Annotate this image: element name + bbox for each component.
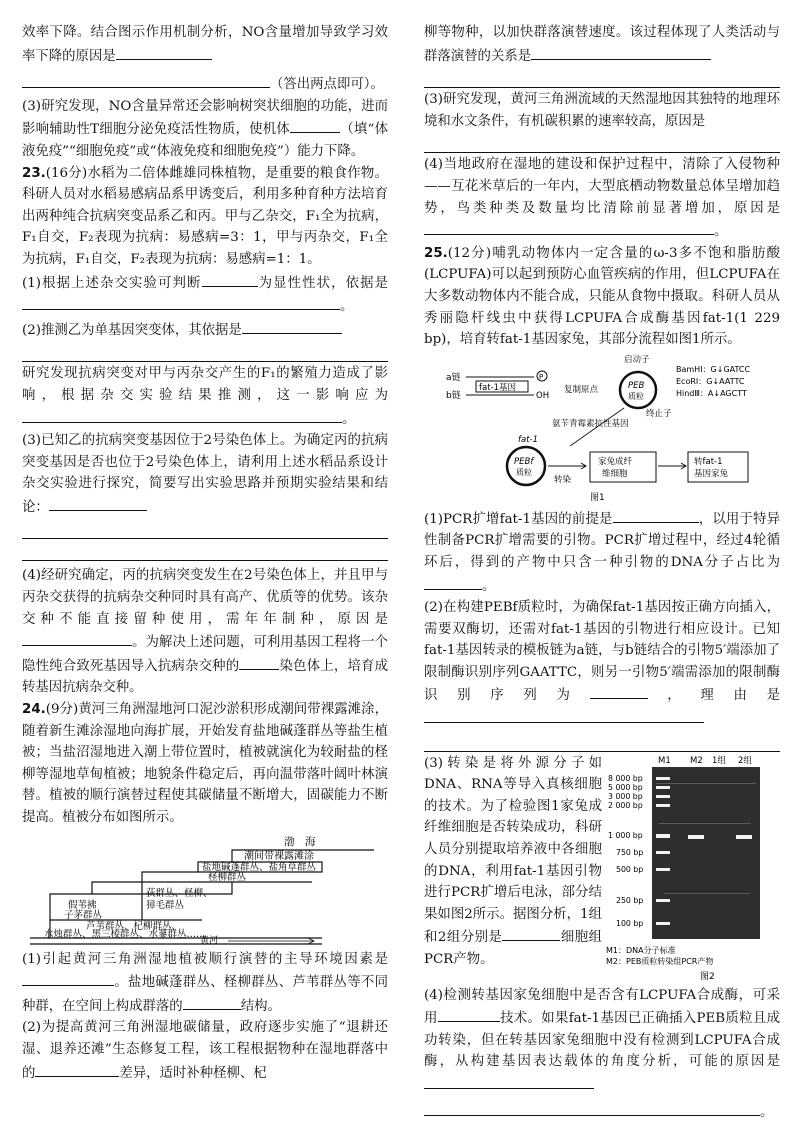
answer-blank[interactable]	[424, 219, 714, 235]
answer-blank[interactable]	[35, 1061, 119, 1077]
transgenic-rabbit-label: 基因家兔	[694, 468, 729, 479]
q23-part4: (4)经研究确定，丙的抗病突变发生在2号染色体上，并且甲与丙杂交获得的抗病杂交种同时具有高产、优质等的优势。该杂交种不能直接留种使用，需年年制种，原因是。为解决上述问题，可利用基因工程将一个隐性纯合致死基因导入抗病杂交种的 染色体上，培育成转基因抗病杂交种。	[22, 568, 389, 696]
left-column	[22, 22, 388, 1084]
answer-line[interactable]	[424, 731, 780, 752]
q24-part4: (4)当地政府在湿地的建设和保护过程中，清除了入侵物种——互花米草后的一年内，大型底栖动物数量总体呈增加趋势，鸟类种类及数量均比清除前显著增加，原因是。	[424, 157, 780, 240]
q22-hint: （答出两点即可）。	[270, 77, 384, 93]
arrow-icon	[658, 463, 686, 469]
answer-blank[interactable]	[202, 271, 258, 287]
q25-part3-with-figure2	[424, 753, 780, 985]
answer-blank[interactable]	[22, 970, 114, 986]
gel-band	[656, 851, 670, 854]
q24-continued: 柳等物种，以加快群落演替速度。该过程体现了人类活动与群落演替的关系是	[424, 25, 780, 64]
q25-part1: (1)PCR扩增fat-1基因的前提是 ，以用于特异性制备PCR扩增需要的引物。PCR扩增过程中，经过4轮循环后，得到的产物中只含一种引物的DNA分子占比为。	[424, 507, 780, 597]
ori-label: 复制原点	[564, 384, 599, 395]
marker-label: 8 000 bp	[608, 773, 643, 783]
answer-line[interactable]	[424, 1097, 760, 1116]
answer-blank[interactable]	[242, 318, 342, 334]
ecori-site: EcoRⅠ：G↓AATTC	[676, 376, 745, 386]
reed-label: 芦苇群丛、杞柳群丛、	[86, 920, 182, 932]
answer-blank[interactable]	[531, 44, 711, 60]
gel-band	[656, 795, 670, 798]
answer-blank[interactable]	[502, 925, 560, 941]
right-column	[424, 22, 780, 1123]
bidens-label: 獐毛群丛	[146, 899, 185, 911]
marker-label: 500 bp	[616, 864, 644, 874]
gel-band	[656, 899, 670, 902]
gel-band	[656, 786, 670, 789]
q25-intro: 25.(12分)哺乳动物体内一定含量的ω-3多不饱和脂肪酸(LCPUFA)可以起到预防心血管疾病的作用，但LCPUFA在大多数动物体内不能合成，只能从食物中摄取。科研人员从秀丽隐杆线虫中获得LCPUFA合成酶基因fat-1(1 229 bp)，培育转fat-1基因家兔，其部分流程如图1所示。	[424, 245, 780, 348]
pebf-plasmid-label: PEBf	[514, 456, 534, 467]
fat1-gene-box-label: fat-1基因	[479, 382, 517, 393]
pebf-plasmid-label: 质粒	[516, 467, 532, 477]
reed-label: 水烛群丛、黑三棱群丛、水蓼群丛……	[44, 928, 206, 940]
answer-blank[interactable]	[424, 1073, 594, 1089]
amp-resistance-label: 氨苄青霉素抗性基因	[552, 418, 629, 429]
marker-label: 250 bp	[616, 895, 644, 905]
q24-part3: (3)研究发现，黄河三角洲流域的天然湿地因其独特的地理环境和水文条件，有机碳积累的速率较高，原因是	[424, 92, 780, 129]
q23-part3: (3)已知乙的抗病突变基因位于2号染色体上。为确定丙的抗病突变基因是否也位于2号染色体上，请利用上述水稻品系设计杂交实验进行探究，简要写出实验思路并预期实验结果和结论：	[22, 433, 388, 515]
fat1-insert-label: fat-1	[518, 434, 539, 445]
q24-intro: 24.(9分)黄河三角洲湿地河口泥沙淤积形成潮间带裸露滩涂，随着新生滩涂湿地向海扩展，开始发育盐地碱蓬群丛等盐生植被；当盐沼湿地进入潮上带位置时，植被就演化为较耐盐的柽柳等湿地草甸植被；地貌条件稳定后，再向温带落叶阔叶林演替。植被的顺行演替过程使其碳储量不断增大，固碳能力不断提高。植被分布如图所示。	[22, 702, 388, 825]
q25-part2: (2)在构建PEBf质粒时，为确保fat-1基因按正确方向插入，需要双酶切，还需对fat-1基因的引物进行相应设计。已知fat-1基因转录的模板链为a链，与b链结合的引物5′端添加了限制酶识别序列GAATTC，则另一引物5′端需添加的限制酶识别序列为 ，理由是	[424, 597, 780, 731]
answer-blank[interactable]	[183, 994, 241, 1010]
peb-plasmid-label: PEB	[628, 380, 645, 391]
answer-line[interactable]	[22, 540, 388, 561]
gel-band	[688, 835, 704, 839]
q23-part2: (2)推测乙为单基因突变体，其依据是	[22, 318, 388, 342]
sea-label: 渤 海	[284, 835, 316, 848]
gel-band	[656, 922, 670, 925]
marker-label: 100 bp	[616, 918, 644, 928]
answer-line[interactable]	[22, 341, 388, 362]
period: 。	[760, 1104, 774, 1120]
b-chain-label: b链	[446, 390, 461, 401]
lane-label: M2	[690, 755, 703, 766]
gel-band	[656, 834, 670, 838]
vegetation-distribution-diagram	[22, 832, 388, 946]
answer-line[interactable]	[22, 518, 388, 539]
marker-label: 1 000 bp	[608, 830, 643, 840]
gel-band	[656, 804, 670, 807]
figure1-caption: 图1	[590, 492, 605, 503]
q25-part3: (3)转染是将外源分子如DNA、RNA等导入真核细胞的技术。为了检验图1家兔成纤维细胞是否转染成功，科研人员分别提取培养液中各细胞的DNA，利用fat-1基因引物进行PCR扩增后电泳，部分结果如图2所示。据图分析，1组和2组分别是 细胞组PCR产物。	[424, 755, 602, 967]
answer-blank[interactable]	[116, 44, 212, 60]
figure1-flow-diagram	[424, 354, 780, 504]
answer-blank[interactable]	[22, 630, 132, 646]
river-label: 黄河	[200, 935, 219, 946]
answer-line[interactable]	[22, 67, 270, 88]
figure2-legend: M1：DNA分子标准	[606, 945, 676, 955]
promoter-label: 启动子	[624, 354, 650, 365]
figure2-legend: M2：PEB质粒转染组PCR产物	[606, 956, 714, 966]
lane-label: 1组	[712, 755, 726, 766]
transgenic-rabbit-label: 转fat-1	[694, 456, 723, 467]
fibroblast-label: 家兔成纤	[598, 456, 633, 467]
q24-part2: (2)为提高黄河三角洲湿地碳储量，政府逐步实施了“退耕还湿、退养还滩”生态修复工程，该工程根据物种在湿地群落中的 差异，适时补种柽柳、杞	[22, 1020, 388, 1081]
q22-part3: (3)研究发现，NO含量异常还会影响树突状细胞的功能，进而影响辅助性T细胞分泌免疫活性物质，使机体 （填“体液免疫”“细胞免疫”或“体液免疫和细胞免疫”）能力下降。	[22, 98, 388, 159]
marker-label: 3 000 bp	[608, 791, 643, 801]
question-number: 24.	[22, 702, 46, 718]
gel-band	[656, 777, 670, 780]
marker-label: 5 000 bp	[608, 782, 643, 792]
answer-line[interactable]	[424, 67, 780, 88]
tidal-flat-label: 潮间带裸露滩涂	[244, 850, 314, 862]
answer-line[interactable]	[424, 132, 780, 153]
q24-part1: (1)引起黄河三角洲湿地植被顺行演替的主导环境因素是。盐地碱蓬群丛、柽柳群丛、芦苇群丛等不同种群，在空间上构成群落的 结构。	[22, 951, 388, 1014]
answer-blank[interactable]	[239, 654, 279, 670]
lane-label: M1	[658, 755, 671, 766]
suaeda-label: 盐地碱蓬群丛、盐角草群丛	[202, 861, 317, 873]
a-chain-label: a链	[446, 372, 461, 383]
phosphate-label: P	[539, 372, 544, 381]
answer-blank[interactable]	[22, 407, 342, 423]
answer-blank[interactable]	[613, 507, 699, 523]
fibroblast-label: 维细胞	[602, 468, 628, 479]
marker-label: 750 bp	[616, 847, 644, 857]
imperata-label: 子茅群丛	[64, 909, 103, 921]
q22-continued: 效率下降。结合图示作用机制分析，NO含量增加导致学习效率下降的原因是	[22, 25, 388, 64]
answer-blank[interactable]	[49, 495, 147, 511]
q23-part1: (1)根据上述杂交实验可判断 为显性性状，依据是。	[22, 271, 388, 318]
arrow-icon	[548, 463, 586, 469]
marker-label: 2 000 bp	[608, 800, 643, 810]
figure2-gel-electrophoresis	[604, 753, 780, 985]
question-number: 25.	[424, 245, 448, 261]
figure2-caption: 图2	[700, 971, 715, 982]
q23-part2b: 研究发现抗病突变对甲与丙杂交产生的F₁的繁殖力造成了影响，根据杂交实验结果推测，这一影响应为。	[22, 366, 388, 427]
answer-blank[interactable]	[290, 117, 340, 133]
transfection-label: 转染	[554, 474, 572, 485]
question-number: 23.	[22, 165, 46, 181]
answer-blank[interactable]	[424, 574, 482, 590]
answer-blank[interactable]	[438, 1006, 500, 1022]
answer-blank[interactable]	[590, 683, 648, 699]
answer-blank[interactable]	[424, 707, 704, 723]
gel-band	[736, 835, 752, 839]
terminator-label: 终止子	[646, 408, 672, 419]
hindiii-site: HindⅢ：A↓AGCTT	[676, 388, 747, 398]
hydroxyl-label: OH	[536, 390, 550, 401]
tamarix-label: 柽柳群丛	[208, 871, 247, 883]
river-arrow-icon	[228, 938, 314, 944]
imperata-label: 假苇拂	[68, 899, 97, 911]
peb-plasmid-label: 质粒	[628, 391, 644, 401]
bamhi-site: BamHⅠ：G↓GATCC	[676, 364, 751, 374]
bidens-label: 荻群丛、柽柳、	[146, 887, 213, 899]
q23-intro: 23.(16分)水稻为二倍体雌雄同株植物，是重要的粮食作物。科研人员对水稻易感病品系甲诱变后，利用多种育种方法培育出两种纯合抗病突变品系乙和丙。甲与乙杂交，F₁全为抗病，F₁自交，F₂表现为抗病：易感病=3：1，甲与丙杂交，F₁全为抗病，F₁自交，F₂表现为抗病：易感病=1：1。	[22, 165, 388, 267]
q25-part4: (4)检测转基因家兔细胞中是否含有LCPUFA合成酶，可采用 技术。如果fat-1基因已正确插入PEB质粒且成功转染，但在转基因家兔细胞中没有检测到LCPUFA合成酶，从构建基因表达载体的角度分析，可能的原因是	[424, 985, 780, 1097]
lane-label: 2组	[738, 755, 752, 766]
gel-band	[656, 868, 670, 871]
answer-blank[interactable]	[22, 294, 340, 310]
